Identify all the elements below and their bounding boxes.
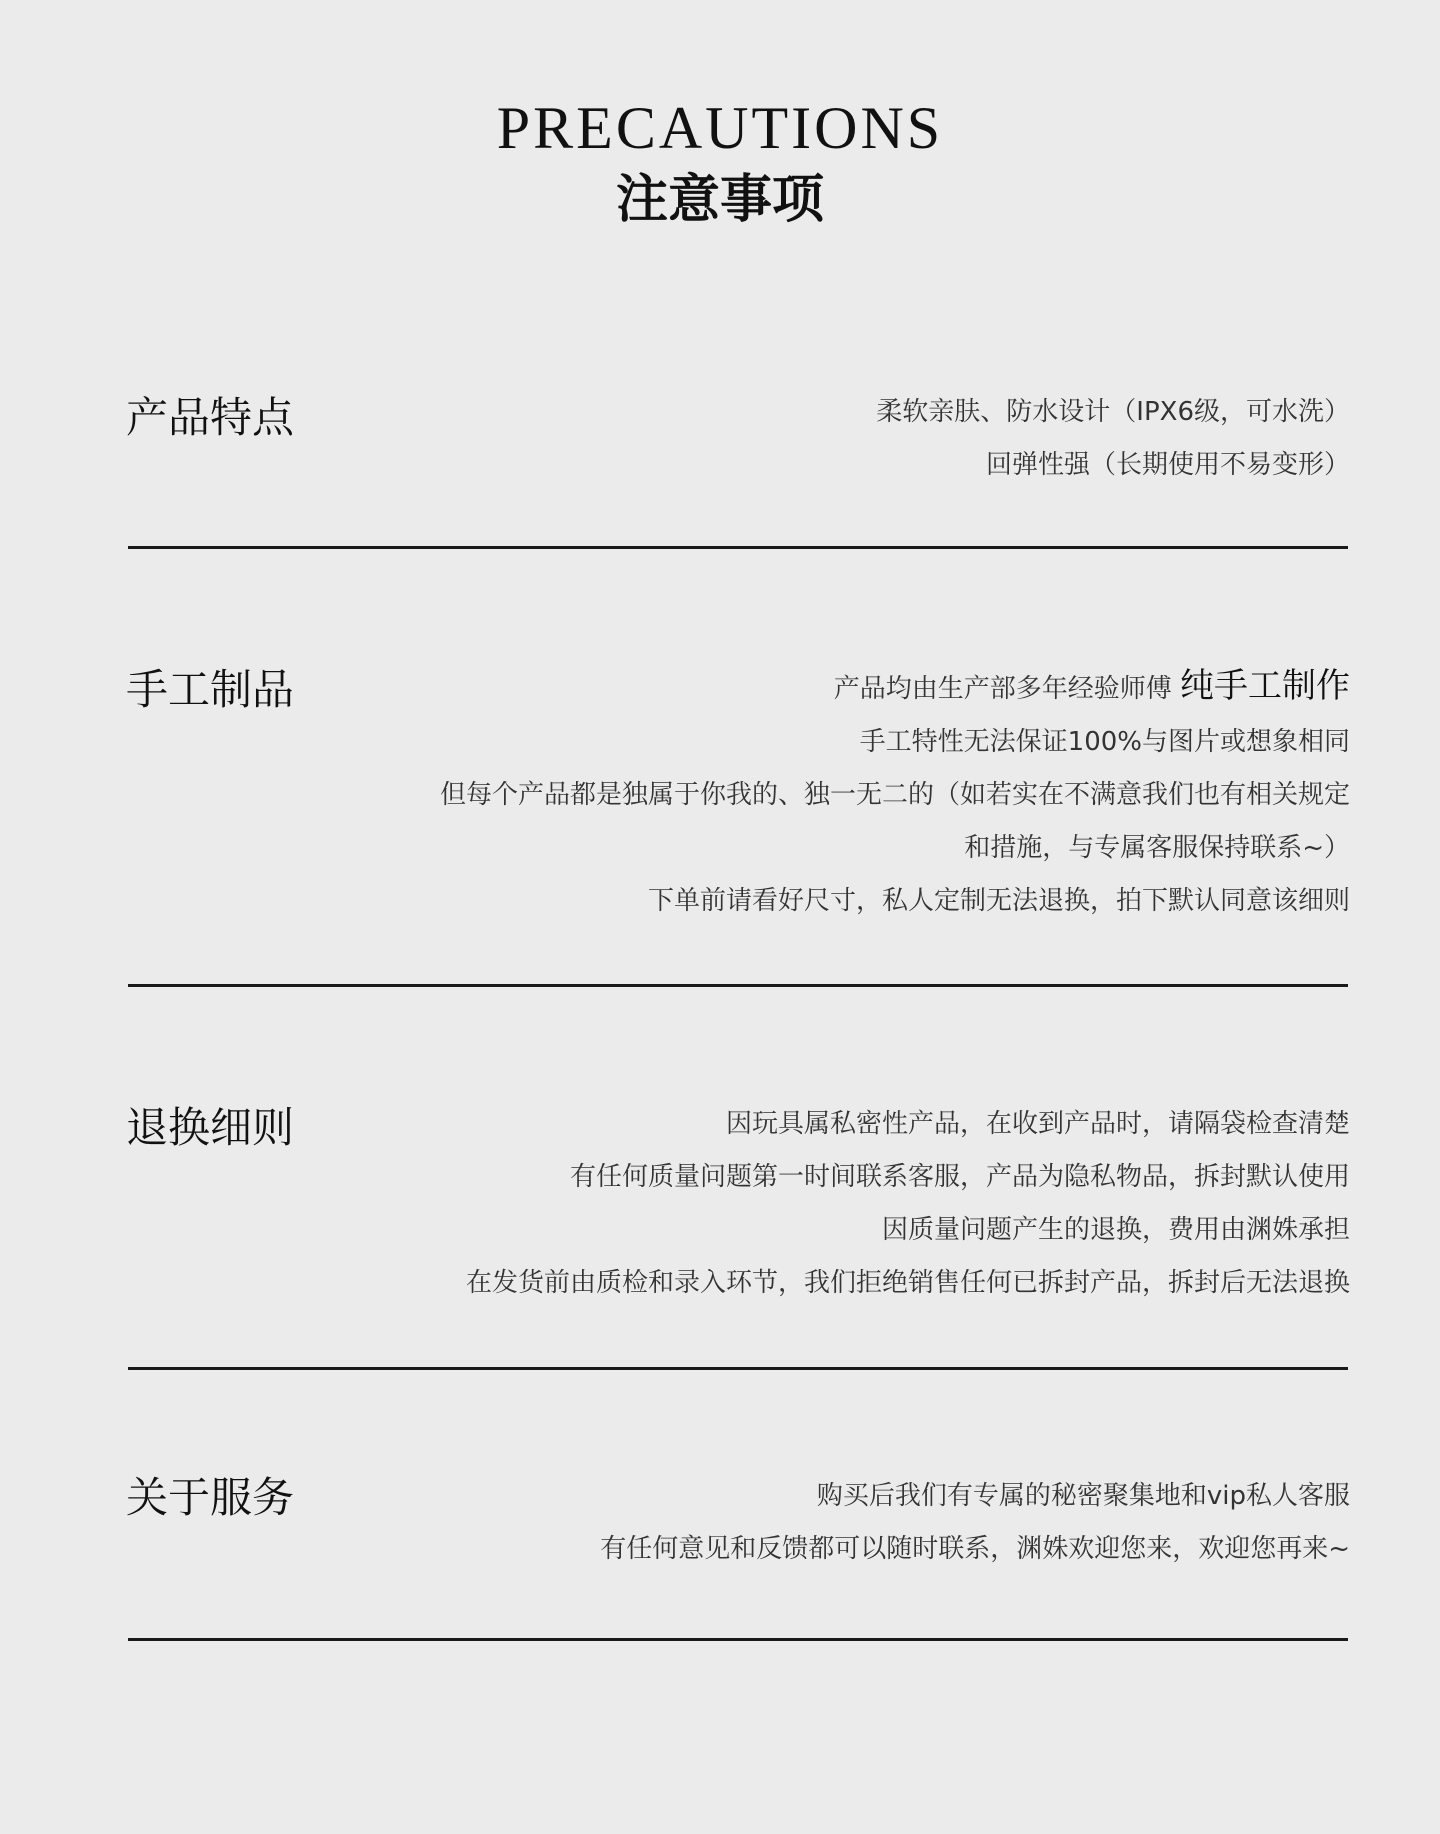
body-line: 有任何质量问题第一时间联系客服，产品为隐私物品，拆封默认使用 (569, 1162, 1350, 1192)
body-line: 购买后我们有专属的秘密聚集地和vip私人客服 (816, 1481, 1350, 1511)
body-line: 柔软亲肤、防水设计（IPX6级，可水洗） (876, 397, 1350, 427)
body-line: 下单前请看好尺寸，私人定制无法退换，拍下默认同意该细则 (647, 886, 1350, 916)
section-body (290, 1470, 1350, 1576)
title-chinese: 注意事项 (615, 170, 824, 230)
body-line: 在发货前由质检和录入环节，我们拒绝销售任何已拆封产品，拆封后无法退换 (465, 1268, 1350, 1298)
body-line: 有任何意见和反馈都可以随时联系，渊姝欢迎您来，欢迎您再来~ (600, 1534, 1350, 1564)
lead-highlight: 纯手工制作 (1180, 666, 1350, 706)
section-body (290, 1098, 1350, 1310)
lead-text: 产品均由生产部多年经验师傅 (833, 674, 1180, 704)
body-line: 手工特性无法保证100%与图片或想象相同 (859, 727, 1350, 757)
section-title: 关于服务 (126, 1473, 295, 1522)
section-divider (128, 1638, 1348, 1641)
body-line-lead (290, 660, 1350, 716)
section-divider (128, 546, 1348, 549)
title-english: PRECAUTIONS (496, 95, 944, 161)
section-title: 手工制品 (126, 665, 295, 714)
body-line: 因质量问题产生的退换，费用由渊姝承担 (881, 1215, 1350, 1245)
section-title: 退换细则 (126, 1103, 295, 1152)
body-line: 但每个产品都是独属于你我的、独一无二的（如若实在不满意我们也有相关规定 (439, 780, 1350, 810)
body-line: 因玩具属私密性产品，在收到产品时，请隔袋检查清楚 (725, 1109, 1350, 1139)
body-line: 回弹性强（长期使用不易变形） (985, 450, 1350, 480)
section-divider (128, 1367, 1348, 1370)
body-line: 和措施，与专属客服保持联系~） (964, 833, 1350, 863)
section-body (290, 660, 1350, 928)
section-title: 产品特点 (126, 393, 295, 442)
section-body (290, 386, 1350, 492)
page-header (0, 92, 1440, 232)
section-divider (128, 984, 1348, 987)
